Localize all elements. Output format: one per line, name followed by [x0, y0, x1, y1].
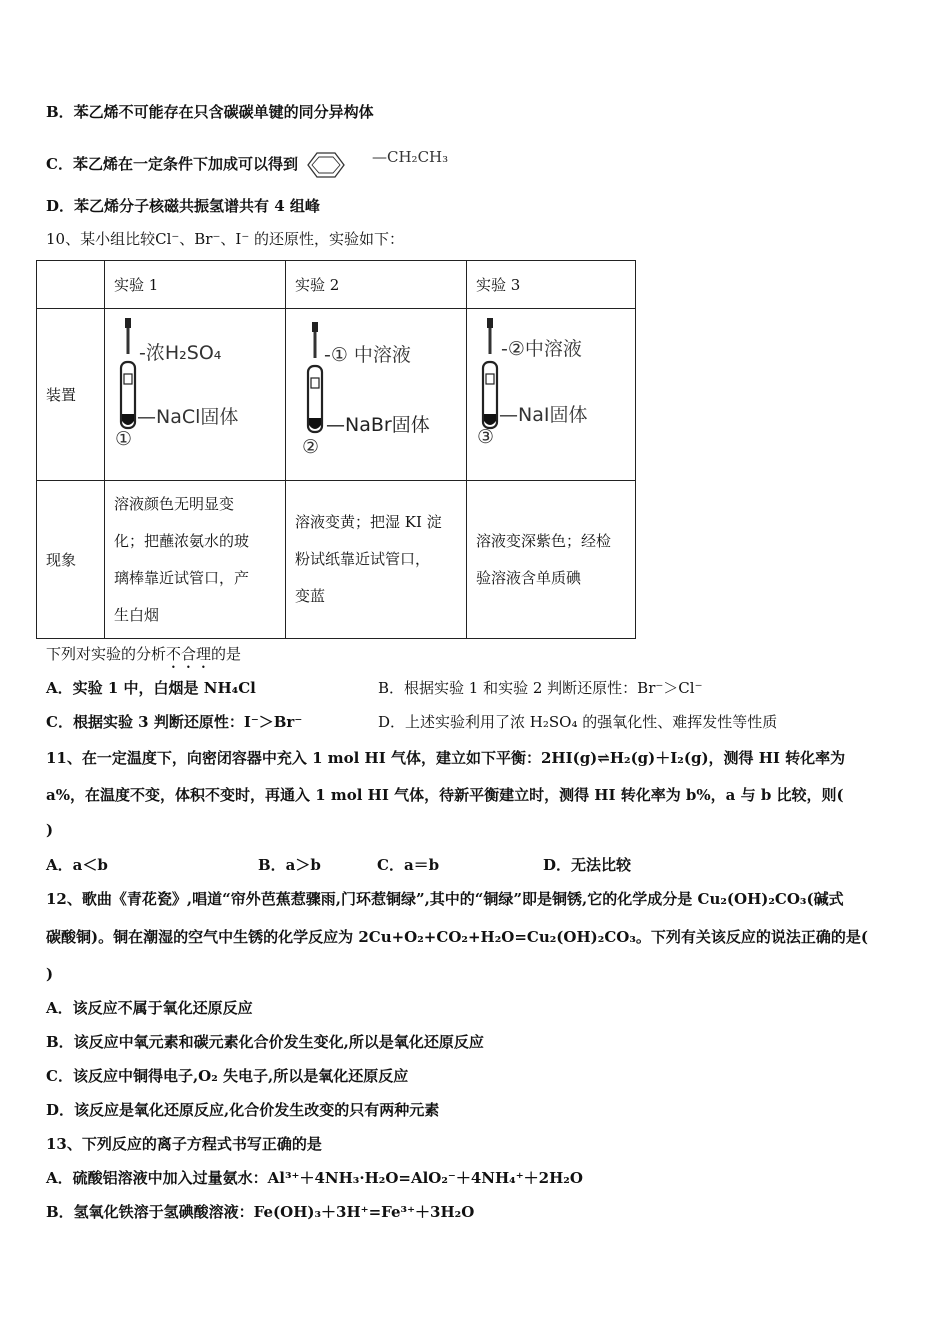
q10-option-d: D．上述实验利用了浓 H₂SO₄ 的强氧化性、难挥发性等性质	[378, 713, 778, 731]
experiment-table	[36, 260, 636, 639]
apparatus-row	[37, 309, 636, 481]
q9-option-c-text: C．苯乙烯在一定条件下加成可以得到	[46, 155, 298, 173]
apparatus-2-top-label: -① 中溶液	[324, 343, 411, 366]
apparatus-1-bottom-label: —NaCl固体	[137, 405, 239, 428]
phenomena-1-line: 璃棒靠近试管口，产	[114, 568, 250, 587]
q10-options-row-2	[46, 712, 906, 732]
phenomena-2-line: 粉试纸靠近试管口，	[295, 550, 431, 568]
q9-option-c-formula: —CH₂CH₃	[372, 148, 449, 166]
q9-option-c	[46, 148, 455, 182]
q11-options	[46, 855, 746, 875]
table-header-row	[37, 261, 636, 309]
phenomena-cell-2	[286, 481, 467, 639]
q10-question-pre: 下列对实验的分析	[46, 645, 167, 663]
apparatus-cell-3	[467, 309, 636, 481]
q10-stem: 10、某小组比较Cl⁻、Br⁻、I⁻ 的还原性，实验如下：	[46, 230, 405, 248]
phenomena-1-line: 生白烟	[114, 605, 160, 624]
phenomena-2-line: 变蓝	[295, 587, 326, 605]
apparatus-cell-2	[286, 309, 467, 481]
apparatus-3-number: ③	[477, 425, 495, 448]
apparatus-2-bottom-label: —NaBr固体	[326, 413, 430, 436]
phenomena-2-line: 溶液变黄；把湿 KI 淀	[295, 513, 442, 531]
q11-stem-line-1: 11、在一定温度下，向密闭容器中充入 1 mol HI 气体，建立如下平衡：2HI(g)⇌H₂(g)＋I₂(g)，测得 HI 转化率为	[46, 749, 846, 767]
q12-stem-line-3: )	[46, 965, 54, 983]
phenomena-3-line: 验溶液含单质碘	[476, 568, 582, 587]
apparatus-3-bottom-label: —NaI固体	[499, 403, 588, 426]
table-corner-cell	[37, 261, 105, 309]
q11-stem-line-3: )	[46, 821, 54, 839]
header-exp3: 实验 3	[467, 261, 636, 309]
q10-option-c: C．根据实验 3 判断还原性：I⁻＞Br⁻	[46, 713, 303, 731]
phenomena-3-line: 溶液变深紫色；经检	[476, 531, 612, 550]
apparatus-3-top-label: -②中溶液	[501, 337, 582, 360]
header-exp1: 实验 1	[105, 261, 286, 309]
q10-option-a: A．实验 1 中，白烟是 NH₄Cl	[46, 679, 256, 697]
q11-option-d: D．无法比较	[543, 856, 632, 874]
apparatus-1-top-label: -浓H₂SO₄	[139, 341, 222, 364]
q12-option-b: B．该反应中氧元素和碳元素化合价发生变化,所以是氧化还原反应	[46, 1033, 484, 1051]
q12-option-a: A．该反应不属于氧化还原反应	[46, 999, 253, 1017]
phenomena-1-line: 溶液颜色无明显变	[114, 494, 235, 513]
q13-option-a: A．硫酸铝溶液中加入过量氨水：Al³⁺＋4NH₃·H₂O=AlO₂⁻＋4NH₄⁺＋2H₂O	[46, 1169, 583, 1187]
q13-option-b: B．氢氧化铁溶于氢碘酸溶液：Fe(OH)₃＋3H⁺=Fe³⁺＋3H₂O	[46, 1203, 475, 1221]
q9-option-d: D．苯乙烯分子核磁共振氢谱共有 4 组峰	[46, 197, 320, 215]
q10-question-post: 的是	[211, 645, 242, 663]
q12-stem-line-2: 碳酸铜)。铜在潮湿的空气中生锈的化学反应为 2Cu+O₂+CO₂+H₂O=Cu₂(OH)₂CO₃。下列有关该反应的说法正确的是(	[46, 928, 868, 946]
header-exp2: 实验 2	[286, 261, 467, 309]
phenomena-1-line: 化；把蘸浓氨水的玻	[114, 531, 250, 550]
q12-stem-line-1: 12、歌曲《青花瓷》,唱道“帘外芭蕉惹骤雨,门环惹铜绿”,其中的“铜绿”即是铜锈,它的化学成分是 Cu₂(OH)₂CO₃(碱式	[46, 890, 844, 908]
q10-option-b: B．根据实验 1 和实验 2 判断还原性：Br⁻＞Cl⁻	[378, 679, 703, 697]
phenomena-row	[37, 481, 636, 639]
q11-option-c: C．a＝b	[377, 856, 440, 874]
q12-option-d: D．该反应是氧化还原反应,化合价发生改变的只有两种元素	[46, 1101, 440, 1119]
apparatus-row-label: 装置	[37, 309, 105, 481]
q12-option-c: C．该反应中铜得电子,O₂ 失电子,所以是氧化还原反应	[46, 1067, 409, 1085]
phenomena-cell-3	[467, 481, 636, 639]
q10-options-row-1	[46, 678, 906, 698]
q13-stem: 13、下列反应的离子方程式书写正确的是	[46, 1135, 322, 1153]
q11-stem-line-2: a%，在温度不变，体积不变时，再通入 1 mol HI 气体，待新平衡建立时，测得 HI 转化率为 b%，a 与 b 比较，则(	[46, 786, 844, 804]
q11-option-b: B．a＞b	[258, 856, 321, 874]
apparatus-1-number: ①	[115, 427, 133, 450]
apparatus-2-number: ②	[302, 435, 320, 458]
apparatus-cell-1	[105, 309, 286, 481]
phenomena-cell-1	[105, 481, 286, 639]
q10-question-emphasis: 不合理	[166, 645, 212, 663]
q10-question	[46, 644, 241, 672]
q9-option-b: B．苯乙烯不可能存在只含碳碳单键的同分异构体	[46, 103, 374, 121]
phenomena-row-label: 现象	[37, 481, 105, 639]
q11-option-a: A．a＜b	[46, 856, 108, 874]
